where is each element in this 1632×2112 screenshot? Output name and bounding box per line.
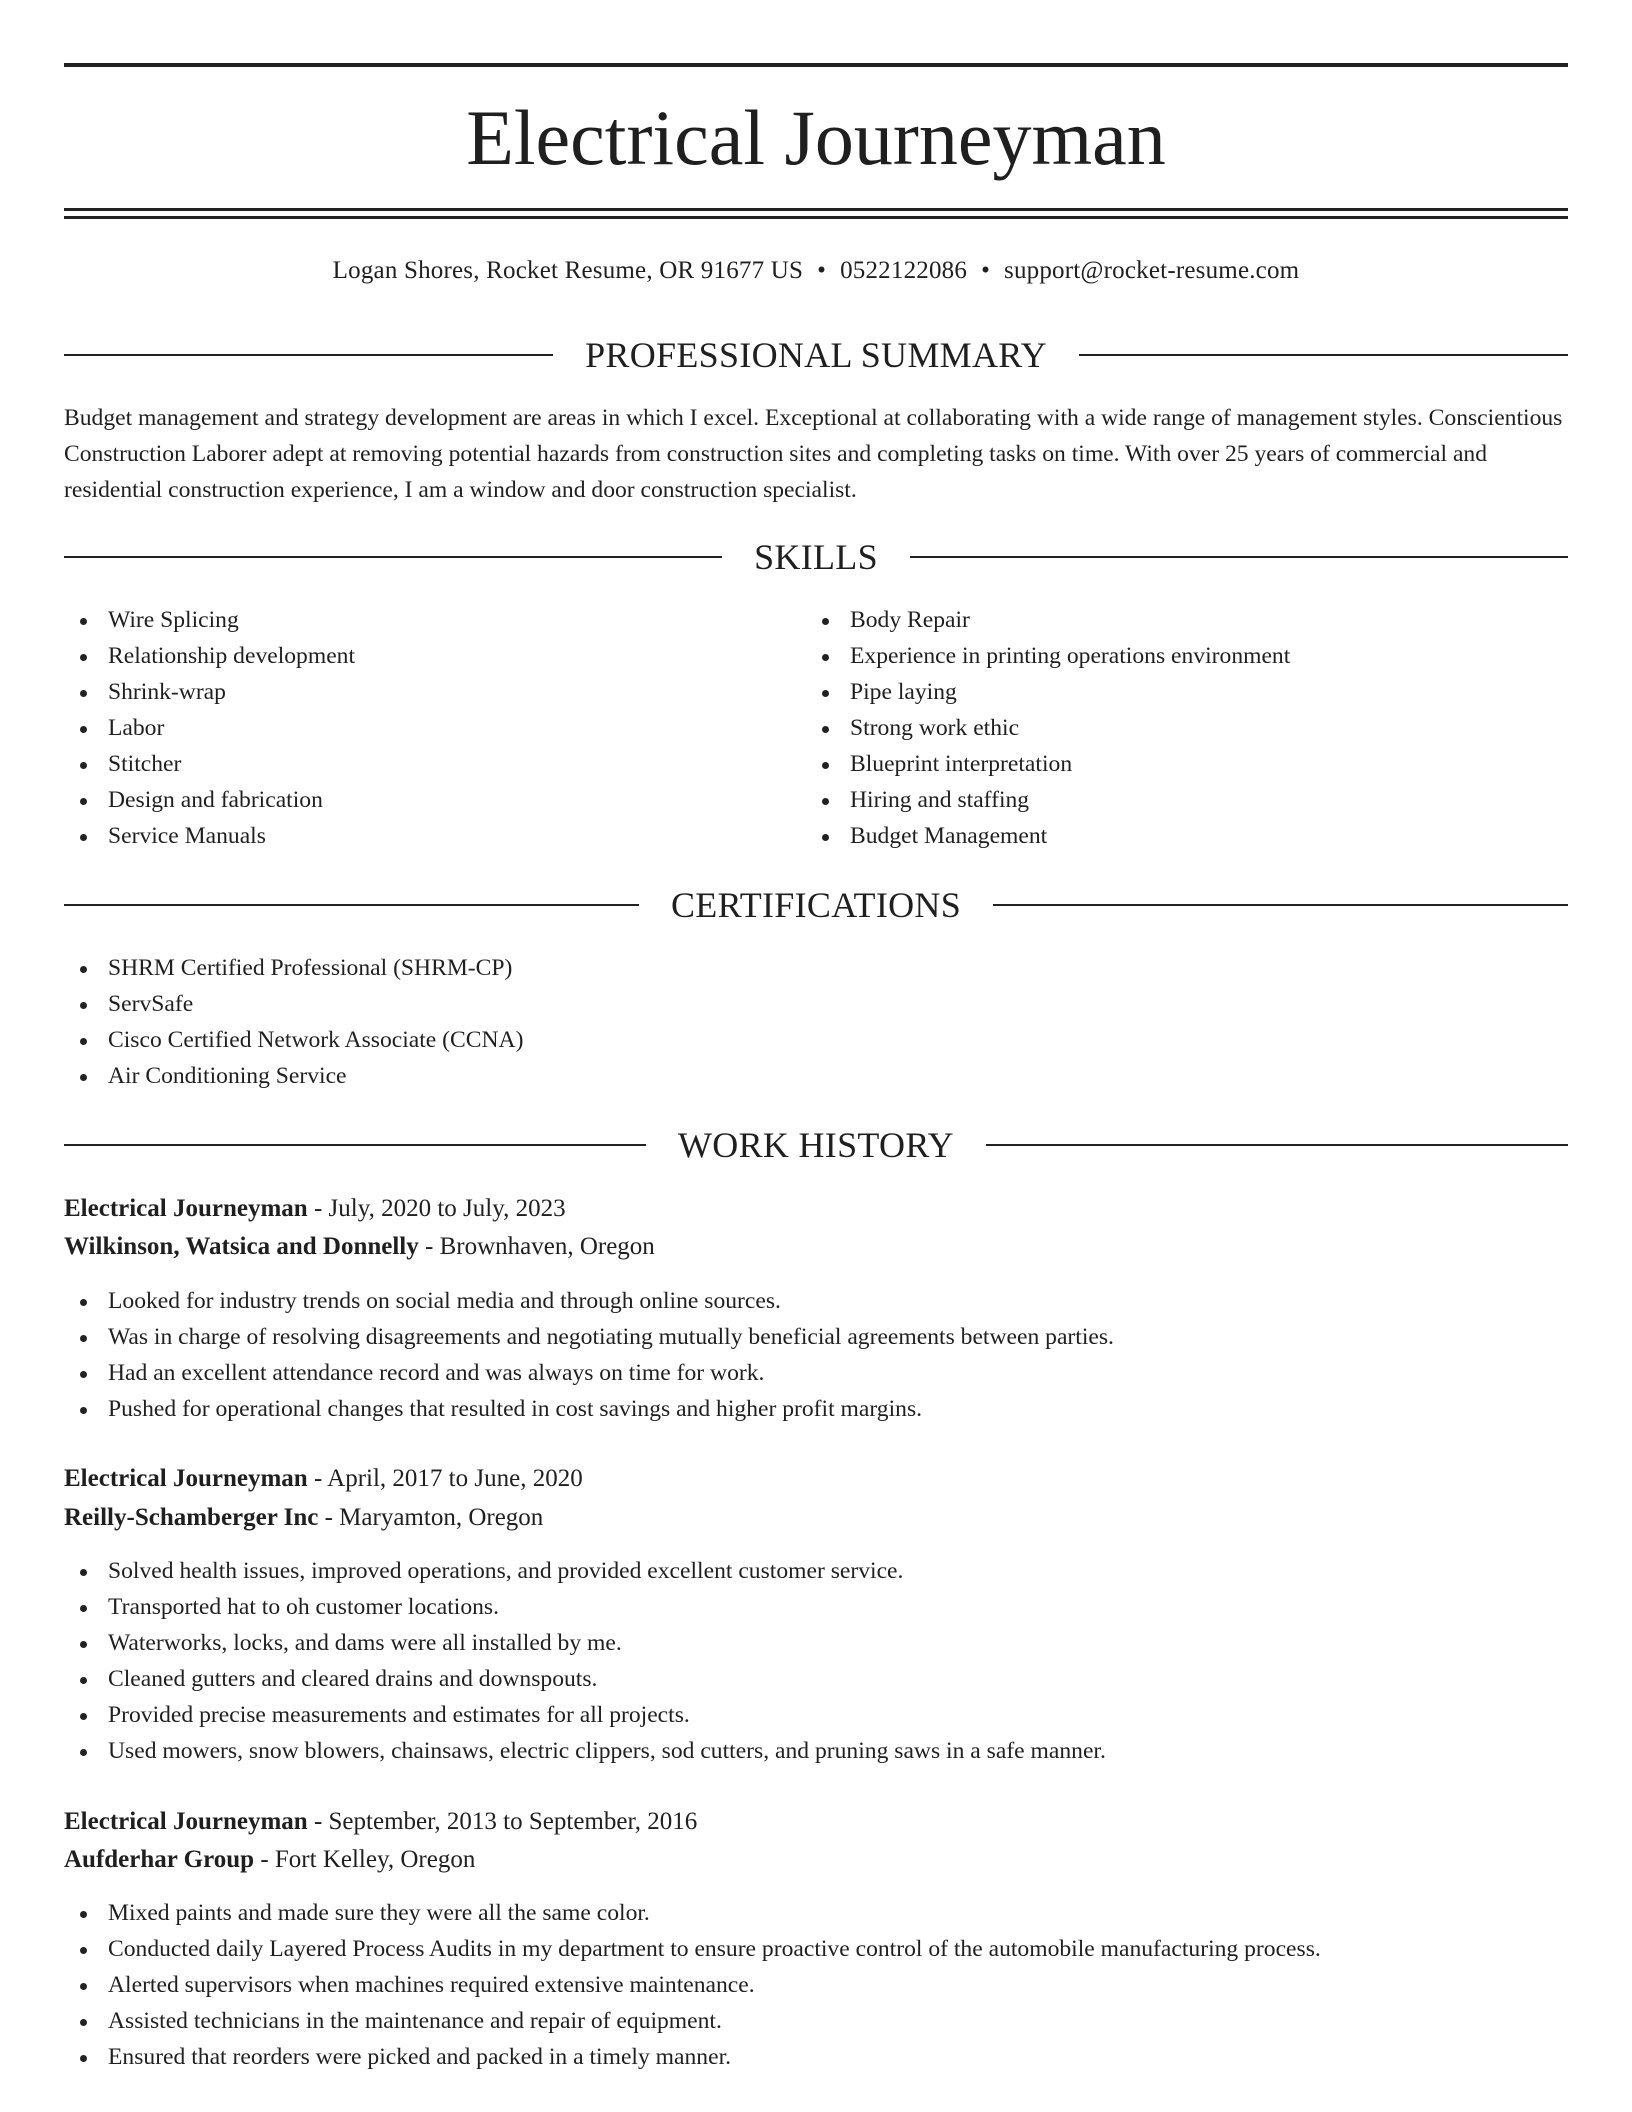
heading-rule [993, 904, 1568, 906]
heading-rule [986, 1144, 1568, 1146]
contact-separator: • [981, 257, 991, 284]
section-title: PROFESSIONAL SUMMARY [585, 335, 1047, 375]
resume-title: Electrical Journeyman [466, 94, 1166, 181]
job-company-line [64, 1228, 1568, 1266]
heading-rule [64, 904, 639, 906]
job-company-line [64, 1499, 1568, 1537]
job-duty: Provided precise measurements and estimates for all projects. [64, 1697, 1568, 1733]
job-title: Electrical Journeyman [64, 1195, 308, 1222]
skills-list-left [64, 602, 804, 854]
job-company: Reilly-Schamberger Inc [64, 1504, 319, 1531]
job-title: Electrical Journeyman [64, 1465, 308, 1492]
job-duties-list [64, 1895, 1568, 2075]
job-title-line [64, 1803, 1568, 1841]
job-duty: Used mowers, snow blowers, chainsaws, electric clippers, sod cutters, and pruning saws in a safe manner. [64, 1733, 1568, 1769]
skill-item: Labor [64, 710, 804, 746]
contact-phone: 0522122086 [840, 257, 968, 284]
job-location: - Maryamton, Oregon [318, 1504, 544, 1531]
job-company-line [64, 1841, 1568, 1879]
skill-item: Shrink-wrap [64, 674, 804, 710]
contact-line [64, 253, 1568, 289]
job-title: Electrical Journeyman [64, 1808, 308, 1835]
certifications-list [64, 950, 1568, 1094]
skills-list-right [806, 602, 1566, 854]
skill-item: Body Repair [806, 602, 1566, 638]
section-heading-certifications [64, 883, 1568, 927]
section-heading-work-history [64, 1123, 1568, 1167]
skill-item: Experience in printing operations environment [806, 638, 1566, 674]
job-location: - Fort Kelley, Oregon [254, 1846, 476, 1873]
skill-item: Hiring and staffing [806, 782, 1566, 818]
skill-item: Relationship development [64, 638, 804, 674]
job-dates: - September, 2013 to September, 2016 [307, 1808, 698, 1835]
skill-item: Pipe laying [806, 674, 1566, 710]
job-duty: Transported hat to oh customer locations. [64, 1589, 1568, 1625]
skill-item: Budget Management [806, 818, 1566, 854]
job-duty: Waterworks, locks, and dams were all installed by me. [64, 1625, 1568, 1661]
skill-item: Stitcher [64, 746, 804, 782]
certification-item: ServSafe [64, 986, 1568, 1022]
job-duty: Alerted supervisors when machines required extensive maintenance. [64, 1967, 1568, 2003]
job-duty: Was in charge of resolving disagreements and negotiating mutually beneficial agreements between parties. [64, 1319, 1568, 1355]
job-duty: Mixed paints and made sure they were all the same color. [64, 1895, 1568, 1931]
job-dates: - April, 2017 to June, 2020 [307, 1465, 583, 1492]
section-title: CERTIFICATIONS [670, 885, 962, 925]
job-duty: Pushed for operational changes that resulted in cost savings and higher profit margins. [64, 1391, 1568, 1427]
skill-item: Service Manuals [64, 818, 804, 854]
section-heading-summary [64, 333, 1568, 377]
section-title: WORK HISTORY [678, 1125, 954, 1165]
certification-item: Air Conditioning Service [64, 1058, 1568, 1094]
heading-rule [910, 556, 1568, 558]
heading-rule [64, 1144, 646, 1146]
contact-address: Logan Shores, Rocket Resume, OR 91677 US [332, 257, 804, 284]
job-duties-list [64, 1553, 1568, 1769]
skill-item: Wire Splicing [64, 602, 804, 638]
job-duty: Solved health issues, improved operations, and provided excellent customer service. [64, 1553, 1568, 1589]
heading-rule [64, 354, 553, 356]
title-rule-upper [64, 208, 1568, 211]
job-duty: Had an excellent attendance record and was always on time for work. [64, 1355, 1568, 1391]
certification-item: SHRM Certified Professional (SHRM-CP) [64, 950, 1568, 986]
summary-text: Budget management and strategy development are areas in which I excel. Exceptional at collaborating with a wide range of management styles. Conscientious Construction Laborer adept at removing potential hazards from construction sites and completing tasks on time. With over 25 years of commercial and residential construction experience, I am a window and door construction specialist. [64, 405, 1563, 503]
job-location: - Brownhaven, Oregon [418, 1233, 655, 1260]
certification-item: Cisco Certified Network Associate (CCNA) [64, 1022, 1568, 1058]
job-duty: Looked for industry trends on social media and through online sources. [64, 1283, 1568, 1319]
section-title: SKILLS [754, 537, 878, 577]
skill-item: Blueprint interpretation [806, 746, 1566, 782]
job-duty: Conducted daily Layered Process Audits in my department to ensure proactive control of the automobile manufacturing process. [64, 1931, 1568, 1967]
job-duty: Cleaned gutters and cleared drains and downspouts. [64, 1661, 1568, 1697]
top-rule [64, 63, 1568, 67]
job-duty: Ensured that reorders were picked and packed in a timely manner. [64, 2039, 1568, 2075]
contact-email: support@rocket-resume.com [1004, 257, 1300, 284]
job-company: Wilkinson, Watsica and Donnelly [64, 1233, 419, 1260]
heading-rule [64, 556, 722, 558]
skill-item: Strong work ethic [806, 710, 1566, 746]
job-dates: - July, 2020 to July, 2023 [307, 1195, 566, 1222]
skill-item: Design and fabrication [64, 782, 804, 818]
job-duties-list [64, 1283, 1568, 1427]
title-rule-lower [64, 216, 1568, 219]
contact-separator: • [817, 257, 827, 284]
job-duty: Assisted technicians in the maintenance and repair of equipment. [64, 2003, 1568, 2039]
heading-rule [1079, 354, 1568, 356]
section-heading-skills [64, 535, 1568, 579]
job-title-line [64, 1190, 1568, 1228]
job-company: Aufderhar Group [64, 1846, 255, 1873]
job-title-line [64, 1460, 1568, 1498]
